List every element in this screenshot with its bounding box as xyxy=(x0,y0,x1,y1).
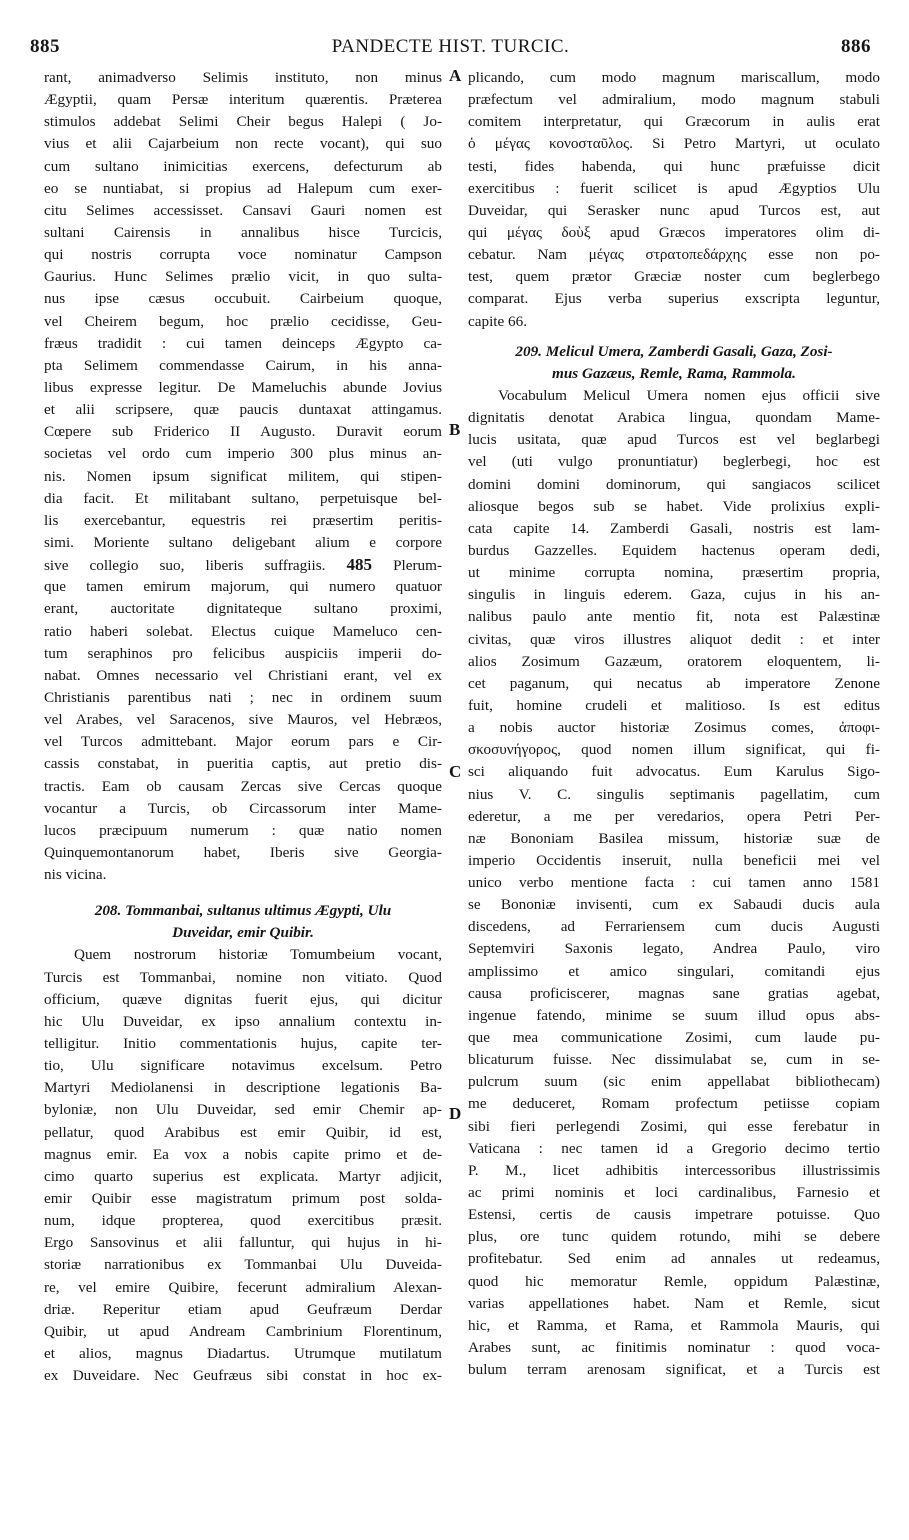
text-line: vel Cheirem begum, hoc prælio cecidisse, Geu- xyxy=(44,312,442,330)
section-heading-208: 208. Tommanbai, sultanus ultimus Ægypti, Ulu xyxy=(94,902,392,920)
text-line: a nobis auctor historiæ Zosimus comes, ἀποφι- xyxy=(468,719,880,737)
text-line: nus ipse cæsus occubuit. Cairbeium quoque, xyxy=(44,290,442,308)
text-line: que mea communicatione Zosimi, cum laude pu- xyxy=(468,1029,880,1047)
text-line: dia facit. Et militabant sultano, perpetuisque bel- xyxy=(44,489,442,507)
page-number-right: 886 xyxy=(841,36,871,57)
text-line: amplissimo et amico singulari, comitandi ejus xyxy=(468,962,880,980)
text-line: cata capite 14. Zamberdi Gasali, nostris est lam- xyxy=(468,519,880,537)
text-line: domini domini dominorum, qui sangiacos scilicet xyxy=(468,475,880,493)
text-line: cet paganum, qui necatus ab imperatore Zenone xyxy=(468,674,880,692)
text-line: dignitatis denotat Arabica lingua, quondam Mame- xyxy=(468,409,880,427)
inline-page-number: 485 xyxy=(346,555,372,575)
text-fragment: Plerum- xyxy=(393,557,442,575)
margin-marker-b: B xyxy=(449,420,461,439)
text-line: cassis constabat, in pueritia captis, aut pretio dis- xyxy=(44,755,442,773)
text-line: et alios, magnus Diadartus. Utrumque mutilatum xyxy=(44,1345,442,1363)
section-gap xyxy=(44,886,442,900)
text-line: vel Turcos admittebant. Major eorum pars e Cir- xyxy=(44,733,442,751)
text-line: quod hic memoratur Remle, oppidum Palæstinæ, xyxy=(468,1272,880,1290)
text-line: Turcis est Tommanbai, nomine non vitiato. Quod xyxy=(44,968,442,986)
text-line: sci aliquando fuit advocatus. Eum Karulus Sigo- xyxy=(468,763,880,781)
text-line: emir Quibir esse magistratum primum post solda- xyxy=(44,1190,442,1208)
text-line: lucos præcipuum numerum : quæ natio nomen xyxy=(44,821,442,839)
text-line: Quem nostrorum historiæ Tomumbeium vocant, xyxy=(74,946,442,964)
text-line: num, idque propterea, quod exercitibus præsit. xyxy=(44,1212,442,1230)
text-line: nis. Nomen ipsum significat militem, qui stipen- xyxy=(44,467,442,485)
text-line: nis vicina. xyxy=(44,866,107,884)
text-line: Arabes sunt, ac finitimis nominatur : quod voca- xyxy=(468,1339,880,1357)
text-line: vocantur a Turcis, ob Circassorum inter Mame- xyxy=(44,799,442,817)
margin-marker-a: A xyxy=(449,66,462,85)
margin-marker-c: C xyxy=(449,762,462,781)
text-line: byloniæ, non Ulu Duveidar, sed emir Chemir ap- xyxy=(44,1101,442,1119)
text-line: tio, Ulu significare notavimus excelsum. Petro xyxy=(44,1057,442,1075)
text-line: qui μέγας δοὺξ apud Græcos imperatores olim di- xyxy=(468,223,880,241)
text-line: Vaticana : nec tamen id a Gregorio decimo tertio xyxy=(468,1139,880,1157)
text-line: Cœpere sub Friderico II Augusto. Duravit eorum xyxy=(44,423,442,441)
text-line: ut minime corrupta nomina, præsertim propria, xyxy=(468,564,880,582)
text-line: qui nostris corrupta voce nominatur Campson xyxy=(44,246,442,264)
text-line: ac primi nominis et loci cardinalibus, Farnesio et xyxy=(468,1184,880,1202)
text-line: ingenue fatendo, minime se suum illud opus abs- xyxy=(468,1006,880,1024)
running-header xyxy=(30,36,871,64)
text-line: unico verbo mentione facta : cui tamen anno 1581 xyxy=(468,874,880,892)
text-line: nabat. Omnes necessario vel Christiani erant, vel ex xyxy=(44,666,442,684)
text-line: plus, ore tunc quidem rotundo, mihi se debere xyxy=(468,1228,880,1246)
text-line: discedens, ad Ferrariensem cum ducis Augusti xyxy=(468,918,880,936)
text-line: næ Bononiam Basilea missum, historiæ suæ de xyxy=(468,829,880,847)
section-gap xyxy=(468,333,880,341)
text-line: se Bononiæ invisenti, cum ex Sabaudi ducis aula xyxy=(468,896,880,914)
text-line: aliosque begos sub se habet. Vide prolixius expli- xyxy=(468,497,880,515)
margin-marker-d: D xyxy=(449,1104,462,1123)
text-line: que tamen emirum majorum, qui numero quatuor xyxy=(44,578,442,596)
text-line: ex Duveidare. Nec Geufræus sibi constat in hoc ex- xyxy=(44,1367,442,1385)
text-line: nalibus paulo ante mentio fit, nota est Palæstinæ xyxy=(468,608,880,626)
text-line: sultani Cairensis in annalibus hisce Turcicis, xyxy=(44,223,442,241)
text-line: cebatur. Nam μέγας στρατοπεδάρχης esse non po- xyxy=(468,246,880,264)
text-line: vius et alii Cajarbeium non recte vocant), qui suo xyxy=(44,135,442,153)
text-line: Estensi, certis de causis impetrare potuisse. Quo xyxy=(468,1206,880,1224)
text-line: hic, et Ramma, et Rama, et Rammola Mauris, qui xyxy=(468,1316,880,1334)
text-line: imperio Occidentis inseruit, nulla beneficii mei vel xyxy=(468,851,880,869)
text-line: lis exercebantur, equestris rei præsertim peritis- xyxy=(44,511,442,529)
text-line: Christianis parentibus nati ; nec in ordinem suum xyxy=(44,688,442,706)
text-line: civitas, quæ viros illustres aliquot dedit : et inter xyxy=(468,630,880,648)
text-line: test, quem prætor Græciæ noster cum beglerbego xyxy=(468,268,880,286)
text-line: ederetur, a me per veredarios, opera Petri Per- xyxy=(468,807,880,825)
text-line: pta Selimem commendasse Cairum, in his anna- xyxy=(44,356,442,374)
text-line: vel Arabes, vel Saracenos, sive Mauros, vel Hebræos, xyxy=(44,711,442,729)
text-line: Quibir, ut apud Andream Cambrinium Florentinum, xyxy=(44,1322,442,1340)
text-line: testi, fides habenda, qui hunc præfuisse dicit xyxy=(468,157,880,175)
text-line: Duveidar, qui Serasker nunc apud Turcos est, aut xyxy=(468,201,880,219)
text-line: sibi fieri perlegendi Zosimi, qui esse ferebatur in xyxy=(468,1117,880,1135)
text-line: telligitur. Initio commentationis hujus, capite ter- xyxy=(44,1035,442,1053)
text-line: societas vel ordo cum imperio 300 plus minus an- xyxy=(44,445,442,463)
text-line: cimo quarto superius est explicata. Martyr adjicit, xyxy=(44,1167,442,1185)
text-line: hic Ulu Duveidar, ex ipso annalium contextu in- xyxy=(44,1012,442,1030)
text-line: comparat. Ejus verba superius exscripta leguntur, xyxy=(468,290,880,308)
text-line: burdus Gazzelles. Equidem hactenus operam dedi, xyxy=(468,541,880,559)
text-line: erant, auctoritate dignitateque sultano proximi, xyxy=(44,600,442,618)
text-line: exercitibus : fuerit scilicet is apud Ægyptios Ulu xyxy=(468,179,880,197)
text-line: profitebatur. Sed enim ad annales ut redeamus, xyxy=(468,1250,880,1268)
text-line: ratio haberi solebat. Electus cuique Mameluco cen- xyxy=(44,622,442,640)
text-line: ὁ μέγας κονοσταῦλος. Si Petro Martyri, ut oculato xyxy=(468,135,880,153)
text-line: plicando, cum modo magnum mariscallum, modo xyxy=(468,69,880,86)
text-line: citu Selimes accessisset. Cansavi Gauri nomen est xyxy=(44,201,442,219)
text-line: nius V. C. singulis septimanis pagellatim, cum xyxy=(468,785,880,803)
text-line: libus expresse legitur. De Mameluchis abunde Jovius xyxy=(44,378,442,396)
text-line: causa proficiscerer, magnas sane gratias agebat, xyxy=(468,984,880,1002)
text-line: Ergo Sansovinus et alii falluntur, qui hujus in hi- xyxy=(44,1234,442,1252)
text-line: præfectum vel admiralium, modo magnum stabuli xyxy=(468,91,880,109)
running-title: PANDECTE HIST. TURCIC. xyxy=(331,36,570,57)
text-line: comitem interpretatur, qui Græcorum in aulis erat xyxy=(468,113,880,131)
text-line: rant, animadverso Selimis instituto, non minus xyxy=(44,69,442,86)
text-line: singulis in linguis ederem. Gaza, cujus in his an- xyxy=(468,586,880,604)
text-line: P. M., licet adhibitis intercessoribus illustrissimis xyxy=(468,1161,880,1179)
text-line-with-number xyxy=(44,554,442,576)
text-line: fuit, homine crudeli et malitioso. Is est editus xyxy=(468,696,880,714)
page-number-left: 885 xyxy=(30,36,60,57)
text-line: eo se nuntiabat, si propius ad Halepum cum exer- xyxy=(44,179,442,197)
right-column xyxy=(468,67,880,1381)
text-line: Martyri Mediolanensi in descriptione legationis Ba- xyxy=(44,1079,442,1097)
text-line: Quinquemontanorum habet, Iberis sive Georgia- xyxy=(44,843,442,861)
text-line: capite 66. xyxy=(468,312,528,330)
text-line: fræus tradidit : cui tamen deinceps Ægypto ca- xyxy=(44,334,442,352)
text-line: storiæ narrationibus ex Tommanbai Ulu Duveida- xyxy=(44,1256,442,1274)
text-line: Septemviri Saxonis legato, Andrea Paulo, viro xyxy=(468,940,880,958)
text-line: Ægyptii, quam Persæ interitum quærentis. Præterea xyxy=(44,91,442,109)
text-line: tum seraphinos pro felicibus auspiciis imperii do- xyxy=(44,644,442,662)
text-fragment: sive collegio suo, liberis suffragiis. xyxy=(44,557,326,575)
text-line: cum sultano inimicitias exercens, defecturum ab xyxy=(44,157,442,175)
text-line: pellatur, quod Arabibus est emir Quibir, id est, xyxy=(44,1123,442,1141)
text-line: driæ. Reperitur etiam apud Geufræum Derdar xyxy=(44,1300,442,1318)
text-line: bulum terram arenosam significat, et a Turcis est xyxy=(468,1361,880,1379)
section-heading-209: 209. Melicul Umera, Zamberdi Gasali, Gaza, Zosi- xyxy=(515,342,833,360)
text-line: Gaurius. Hunc Selimes prælio vicit, in quo sulta- xyxy=(44,268,442,286)
text-line: varias appellationes habet. Nam et Remle, sicut xyxy=(468,1294,880,1312)
text-line: vel (uti vulgo pronuntiatur) beglerbegi, hoc est xyxy=(468,453,880,471)
text-line: blicaturum fuisse. Nec dissimulabat se, cum in se- xyxy=(468,1051,880,1069)
text-line: tractis. Eam ob causam Zercas sive Cercas quoque xyxy=(44,777,442,795)
text-line: pulcrum suum (sic enim appellabat bibliothecam) xyxy=(468,1073,880,1091)
text-line: et alii scripsere, quæ paucis duntaxat attingamus. xyxy=(44,401,442,419)
text-line: officium, quæve dignitas fuerit ejus, qui dicitur xyxy=(44,990,442,1008)
text-line: alios Zosimum Gazæum, oratorem eloquentem, li- xyxy=(468,652,880,670)
text-line: magnus emir. Ea vox a nobis capite primo et de- xyxy=(44,1145,442,1163)
left-column xyxy=(44,67,442,1387)
section-heading-209: mus Gazæus, Remle, Rama, Rammola. xyxy=(552,364,796,382)
text-line: Vocabulum Melicul Umera nomen ejus officii sive xyxy=(498,386,880,404)
text-line: σκοσυνήγορος, quod nomen illum significat, qui fi- xyxy=(468,741,880,759)
text-line: simi. Moriente sultano deligebant alium e corpore xyxy=(44,533,442,551)
text-line: lucis usitata, quæ apud Turcos est vel beglarbegi xyxy=(468,431,880,449)
section-heading-208: Duveidar, emir Quibir. xyxy=(172,924,314,942)
text-line: me deduceret, Romam profectum petiisse copiam xyxy=(468,1095,880,1113)
text-line: stimulos addebat Selimi Cheir begus Halepi ( Jo- xyxy=(44,113,442,131)
text-line: re, vel emire Quibire, fecerunt admiralium Alexan- xyxy=(44,1278,442,1296)
